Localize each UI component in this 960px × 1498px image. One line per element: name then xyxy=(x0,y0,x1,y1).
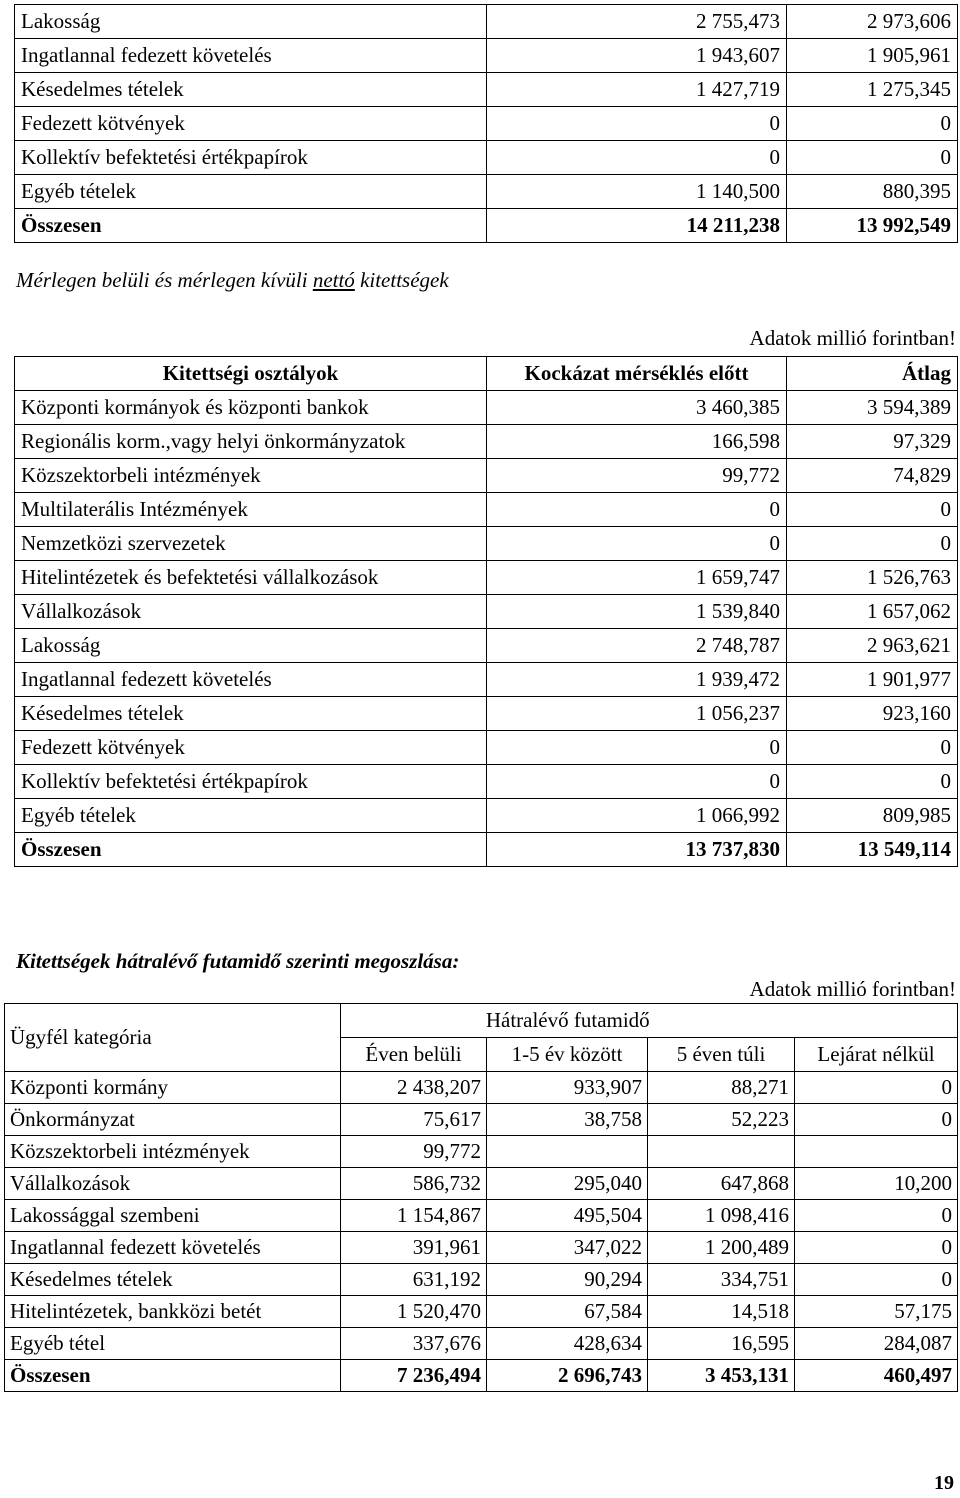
row-label: Ingatlannal fedezett követelés xyxy=(15,663,487,697)
row-label: Kollektív befektetési értékpapírok xyxy=(15,141,487,175)
maturity-table xyxy=(4,1003,958,1392)
table-row xyxy=(15,595,958,629)
row-value-b: 97,329 xyxy=(787,425,958,459)
row-label: Közszektorbeli intézmények xyxy=(15,459,487,493)
total-value: 460,497 xyxy=(795,1360,958,1392)
row-value: 99,772 xyxy=(341,1136,487,1168)
total-row xyxy=(15,209,958,243)
table-row xyxy=(5,1328,958,1360)
row-value-a: 1 427,719 xyxy=(487,73,787,107)
header-average: Átlag xyxy=(787,357,958,391)
section2-title-underlined: nettó xyxy=(312,268,355,292)
row-value-a: 0 xyxy=(487,493,787,527)
row-value: 0 xyxy=(795,1104,958,1136)
total-label: Összesen xyxy=(15,209,487,243)
row-label: Ingatlannal fedezett követelés xyxy=(5,1232,341,1264)
row-label: Multilaterális Intézmények xyxy=(15,493,487,527)
row-value: 14,518 xyxy=(648,1296,795,1328)
total-value: 3 453,131 xyxy=(648,1360,795,1392)
header-remaining-maturity: Hátralévő futamidő xyxy=(341,1004,795,1038)
row-value: 0 xyxy=(795,1072,958,1104)
row-value-b: 880,395 xyxy=(787,175,958,209)
row-label: Egyéb tétel xyxy=(5,1328,341,1360)
row-value-b: 3 594,389 xyxy=(787,391,958,425)
row-label: Fedezett kötvények xyxy=(15,731,487,765)
table-row xyxy=(15,663,958,697)
row-value: 0 xyxy=(795,1200,958,1232)
row-label: Késedelmes tételek xyxy=(15,73,487,107)
row-value-b: 1 657,062 xyxy=(787,595,958,629)
table-row xyxy=(15,765,958,799)
row-value-b: 923,160 xyxy=(787,697,958,731)
row-label: Fedezett kötvények xyxy=(15,107,487,141)
row-value-a: 1 659,747 xyxy=(487,561,787,595)
row-value: 1 200,489 xyxy=(648,1232,795,1264)
table-row xyxy=(5,1136,958,1168)
row-value-a: 0 xyxy=(487,107,787,141)
row-value: 57,175 xyxy=(795,1296,958,1328)
row-value: 52,223 xyxy=(648,1104,795,1136)
row-value: 347,022 xyxy=(487,1232,648,1264)
row-value xyxy=(487,1136,648,1168)
row-value: 334,751 xyxy=(648,1264,795,1296)
row-value-a: 1 943,607 xyxy=(487,39,787,73)
row-label: Lakosság xyxy=(15,5,487,39)
total-value-a: 14 211,238 xyxy=(487,209,787,243)
row-value-a: 1 056,237 xyxy=(487,697,787,731)
row-label: Központi kormány xyxy=(5,1072,341,1104)
row-value: 75,617 xyxy=(341,1104,487,1136)
section2-title-post: kitettségek xyxy=(354,268,449,292)
row-value-a: 99,772 xyxy=(487,459,787,493)
row-value-b: 2 973,606 xyxy=(787,5,958,39)
row-value: 90,294 xyxy=(487,1264,648,1296)
row-value-a: 0 xyxy=(487,527,787,561)
table-row xyxy=(15,175,958,209)
table-row xyxy=(15,425,958,459)
header-exposure-class: Kitettségi osztályok xyxy=(15,357,487,391)
row-value-a: 0 xyxy=(487,731,787,765)
row-value: 1 154,867 xyxy=(341,1200,487,1232)
row-label: Központi kormányok és központi bankok xyxy=(15,391,487,425)
section3-unit-note: Adatok millió forintban! xyxy=(749,977,956,1001)
row-value: 2 438,207 xyxy=(341,1072,487,1104)
total-value-b: 13 992,549 xyxy=(787,209,958,243)
row-value-a: 2 748,787 xyxy=(487,629,787,663)
row-value xyxy=(795,1136,958,1168)
table-row xyxy=(15,629,958,663)
net-exposure-table xyxy=(14,356,958,867)
table-row xyxy=(15,561,958,595)
header-1-5-years: 1-5 év között xyxy=(487,1038,648,1072)
total-label: Összesen xyxy=(5,1360,341,1392)
row-value-b: 1 905,961 xyxy=(787,39,958,73)
row-label: Késedelmes tételek xyxy=(5,1264,341,1296)
header-blank xyxy=(795,1004,958,1038)
total-value-a: 13 737,830 xyxy=(487,833,787,867)
table-row xyxy=(5,1104,958,1136)
header-before-mitigation: Kockázat mérséklés előtt xyxy=(487,357,787,391)
row-label: Vállalkozások xyxy=(15,595,487,629)
row-value: 1 520,470 xyxy=(341,1296,487,1328)
row-label: Késedelmes tételek xyxy=(15,697,487,731)
table-row xyxy=(15,73,958,107)
row-value: 10,200 xyxy=(795,1168,958,1200)
row-value-a: 1 140,500 xyxy=(487,175,787,209)
row-value-b: 1 275,345 xyxy=(787,73,958,107)
row-value: 38,758 xyxy=(487,1104,648,1136)
table-row xyxy=(5,1232,958,1264)
row-value: 631,192 xyxy=(341,1264,487,1296)
row-value-a: 0 xyxy=(487,141,787,175)
header-within-year: Éven belüli xyxy=(341,1038,487,1072)
table-row xyxy=(5,1200,958,1232)
total-value: 7 236,494 xyxy=(341,1360,487,1392)
row-value: 586,732 xyxy=(341,1168,487,1200)
row-value-b: 1 901,977 xyxy=(787,663,958,697)
row-label: Lakossággal szembeni xyxy=(5,1200,341,1232)
header-over-5-years: 5 éven túli xyxy=(648,1038,795,1072)
total-value-b: 13 549,114 xyxy=(787,833,958,867)
row-value: 495,504 xyxy=(487,1200,648,1232)
row-value: 67,584 xyxy=(487,1296,648,1328)
total-value: 2 696,743 xyxy=(487,1360,648,1392)
row-value: 0 xyxy=(795,1264,958,1296)
row-label: Közszektorbeli intézmények xyxy=(5,1136,341,1168)
row-label: Nemzetközi szervezetek xyxy=(15,527,487,561)
row-value-b: 2 963,621 xyxy=(787,629,958,663)
table-row xyxy=(15,5,958,39)
table-row xyxy=(15,697,958,731)
exposure-table-continued xyxy=(14,4,958,243)
section2-title xyxy=(16,268,449,293)
row-value-a: 0 xyxy=(487,765,787,799)
row-value: 647,868 xyxy=(648,1168,795,1200)
page-number: 19 xyxy=(934,1472,954,1494)
table-row xyxy=(15,391,958,425)
row-value-b: 0 xyxy=(787,107,958,141)
row-label: Hitelintézetek, bankközi betét xyxy=(5,1296,341,1328)
table-row xyxy=(15,459,958,493)
row-value-b: 809,985 xyxy=(787,799,958,833)
section3-title: Kitettségek hátralévő futamidő szerinti megoszlása: xyxy=(16,949,460,973)
row-value-a: 3 460,385 xyxy=(487,391,787,425)
row-value-b: 74,829 xyxy=(787,459,958,493)
table-row xyxy=(5,1264,958,1296)
table-row xyxy=(15,527,958,561)
table-row xyxy=(5,1168,958,1200)
row-value: 391,961 xyxy=(341,1232,487,1264)
table-row xyxy=(15,731,958,765)
table-row xyxy=(15,799,958,833)
row-label: Ingatlannal fedezett követelés xyxy=(15,39,487,73)
row-label: Lakosság xyxy=(15,629,487,663)
total-row xyxy=(15,833,958,867)
row-value-a: 1 066,992 xyxy=(487,799,787,833)
row-value: 16,595 xyxy=(648,1328,795,1360)
row-value-a: 166,598 xyxy=(487,425,787,459)
table-row xyxy=(15,141,958,175)
row-value: 933,907 xyxy=(487,1072,648,1104)
row-value-b: 0 xyxy=(787,765,958,799)
row-value: 337,676 xyxy=(341,1328,487,1360)
row-value: 1 098,416 xyxy=(648,1200,795,1232)
table-row xyxy=(5,1072,958,1104)
row-value: 295,040 xyxy=(487,1168,648,1200)
row-label: Önkormányzat xyxy=(5,1104,341,1136)
row-value-b: 0 xyxy=(787,731,958,765)
table-row xyxy=(5,1296,958,1328)
row-value-a: 2 755,473 xyxy=(487,5,787,39)
row-value xyxy=(648,1136,795,1168)
row-label: Egyéb tételek xyxy=(15,799,487,833)
row-value: 88,271 xyxy=(648,1072,795,1104)
header-no-maturity: Lejárat nélkül xyxy=(795,1038,958,1072)
section2-title-pre: Mérlegen belüli és mérlegen kívüli xyxy=(16,268,313,292)
header-client-category: Ügyfél kategória xyxy=(5,1004,341,1072)
row-value-b: 0 xyxy=(787,493,958,527)
row-value: 284,087 xyxy=(795,1328,958,1360)
row-label: Regionális korm.,vagy helyi önkormányzatok xyxy=(15,425,487,459)
row-value-a: 1 939,472 xyxy=(487,663,787,697)
table-row xyxy=(15,493,958,527)
row-label: Kollektív befektetési értékpapírok xyxy=(15,765,487,799)
row-value-b: 0 xyxy=(787,141,958,175)
row-label: Hitelintézetek és befektetési vállalkozások xyxy=(15,561,487,595)
row-value-b: 1 526,763 xyxy=(787,561,958,595)
table-row xyxy=(15,39,958,73)
row-label: Egyéb tételek xyxy=(15,175,487,209)
row-value: 0 xyxy=(795,1232,958,1264)
row-value-a: 1 539,840 xyxy=(487,595,787,629)
section2-unit-note: Adatok millió forintban! xyxy=(749,326,956,350)
table-row xyxy=(15,107,958,141)
total-label: Összesen xyxy=(15,833,487,867)
row-value-b: 0 xyxy=(787,527,958,561)
total-row xyxy=(5,1360,958,1392)
row-label: Vállalkozások xyxy=(5,1168,341,1200)
row-value: 428,634 xyxy=(487,1328,648,1360)
